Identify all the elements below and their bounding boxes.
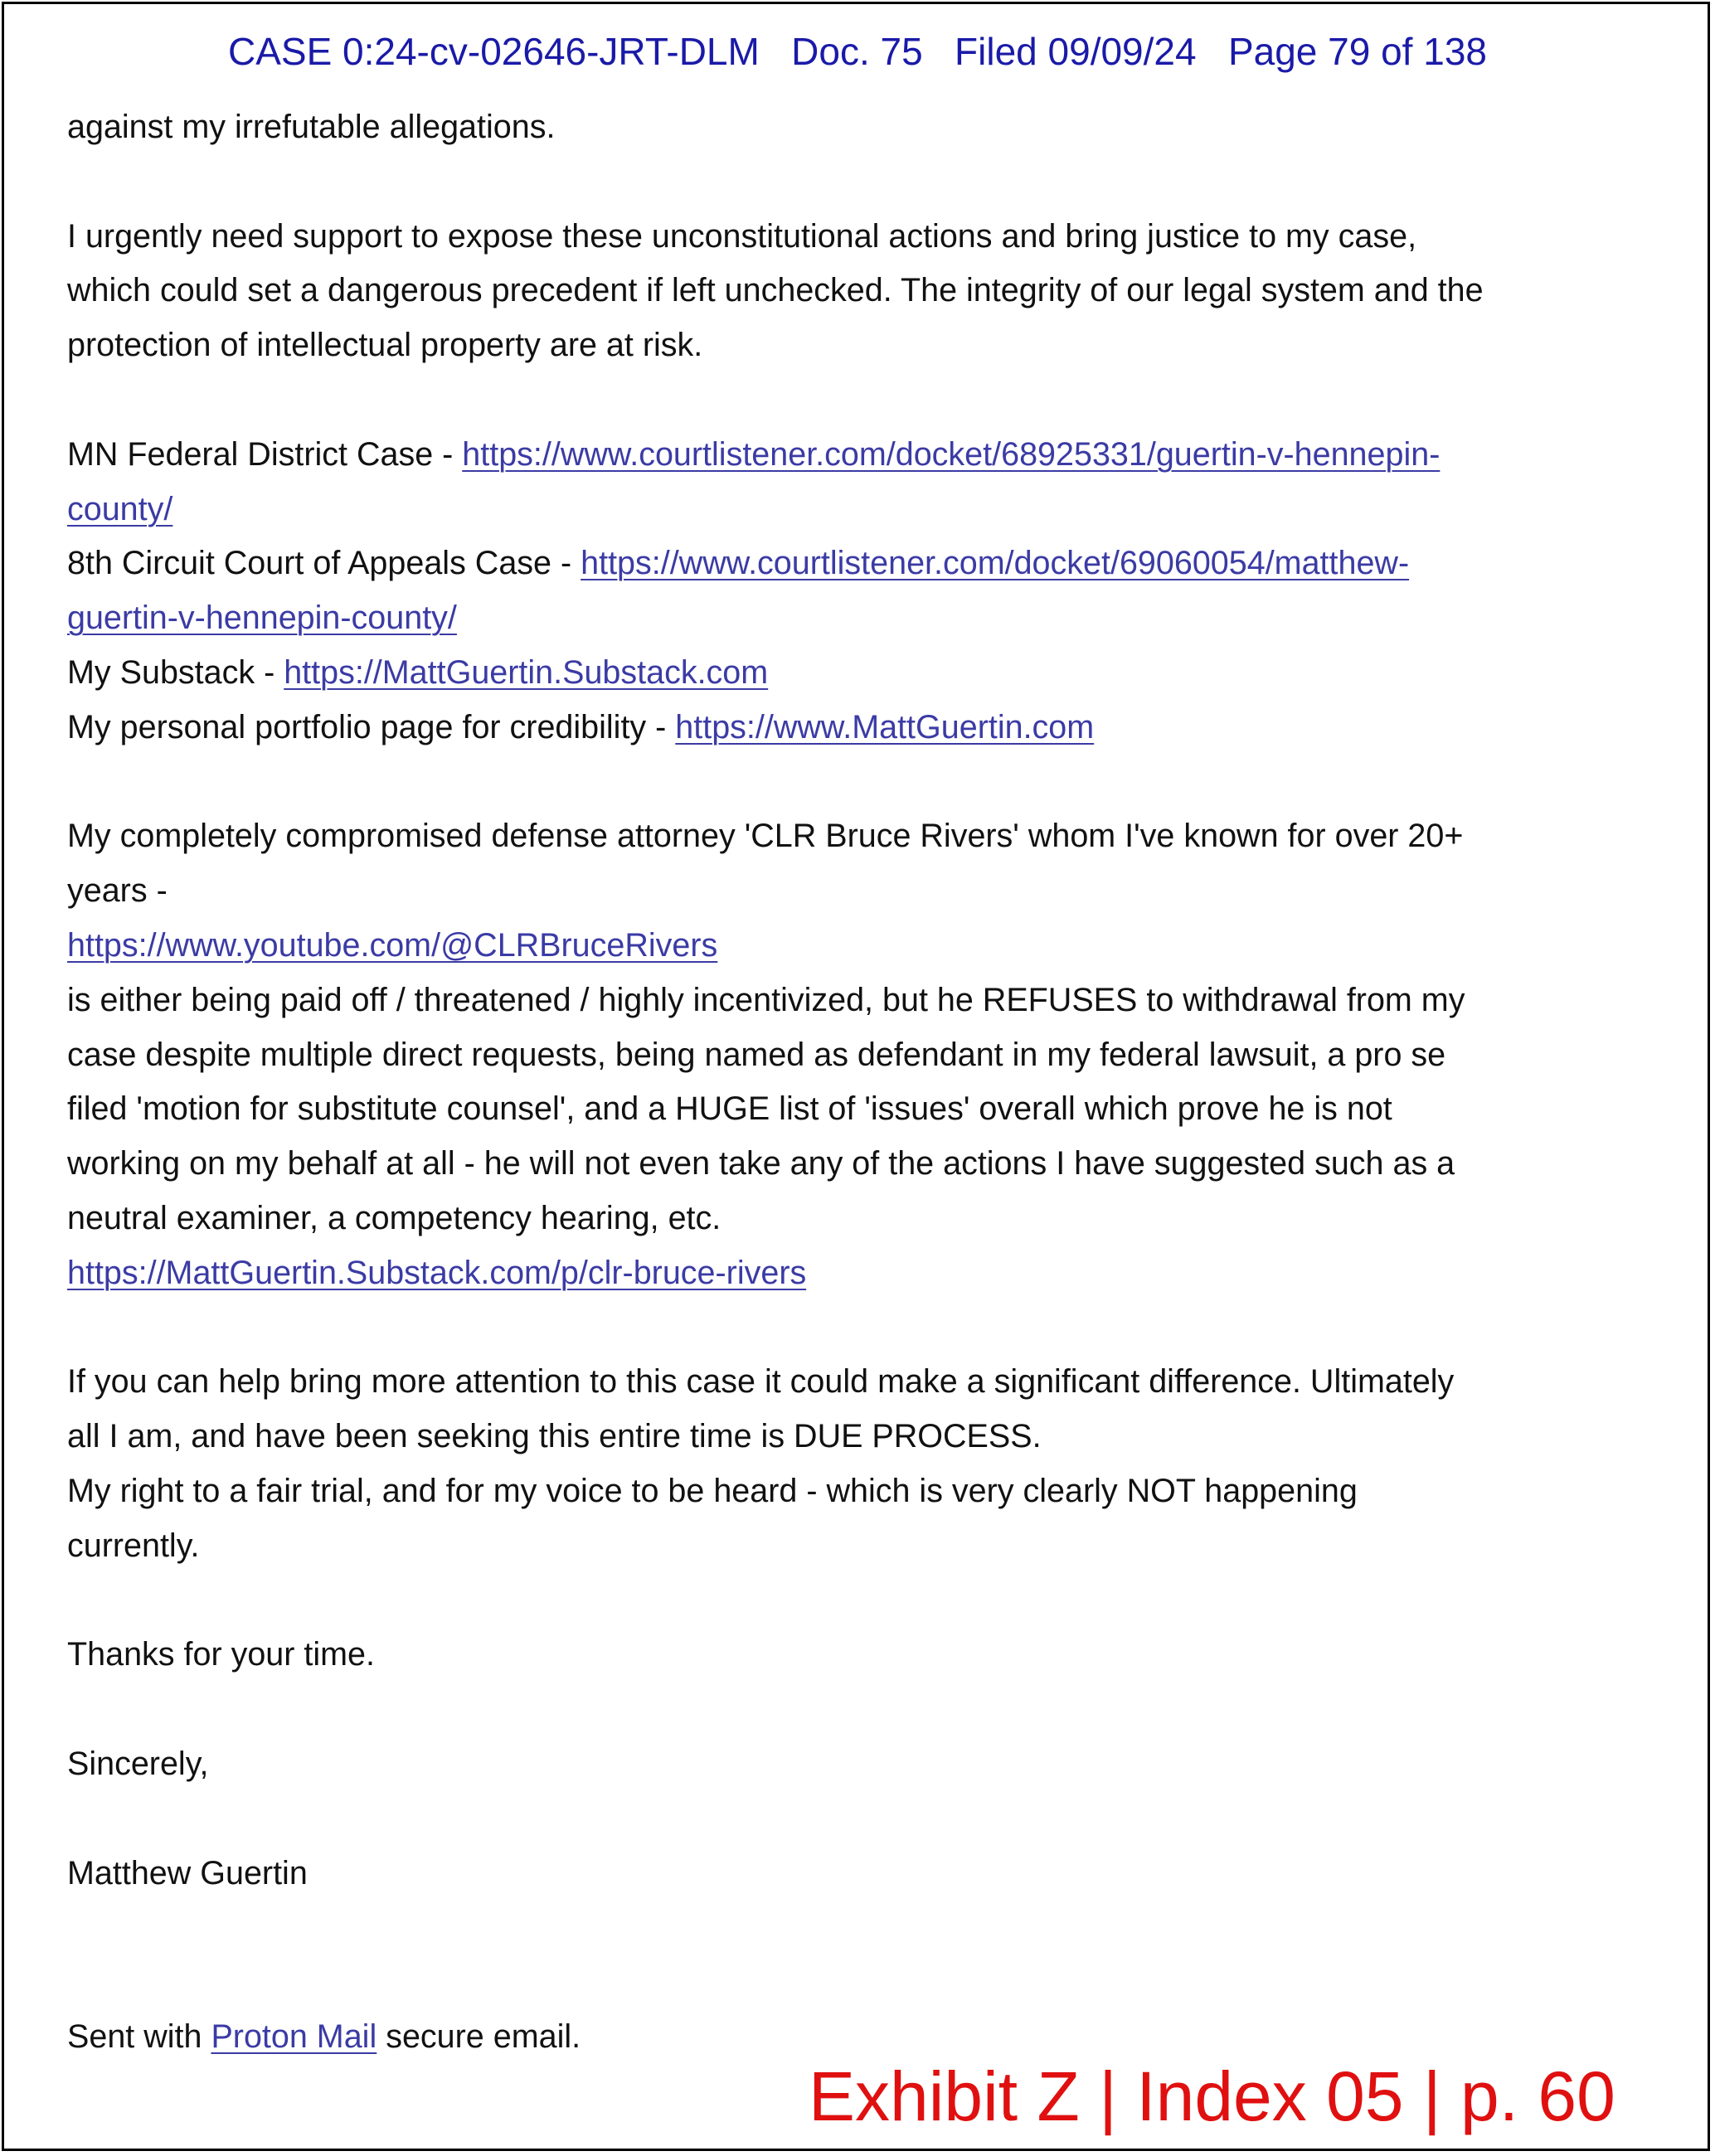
mn-case-line-cont bbox=[67, 483, 1659, 537]
portfolio-label: My personal portfolio page for credibility - bbox=[67, 708, 676, 745]
sincerely-line: Sincerely, bbox=[67, 1745, 209, 1782]
circuit-case-link[interactable]: https://www.courtlistener.com/docket/69060054/matthew- bbox=[581, 545, 1410, 582]
circuit-case-line-cont bbox=[67, 591, 1659, 646]
substack-post-link[interactable]: https://MattGuertin.Substack.com/p/clr-bruce-rivers bbox=[67, 1254, 807, 1291]
paragraph-line: years - bbox=[67, 872, 168, 910]
proton-mail-link[interactable]: Proton Mail bbox=[211, 2018, 377, 2055]
circuit-case-link-cont[interactable]: guertin-v-hennepin-county/ bbox=[67, 600, 457, 637]
doc-number: Doc. 75 bbox=[791, 30, 923, 73]
paragraph-line: neutral examiner, a competency hearing, etc. bbox=[67, 1199, 721, 1236]
spacer bbox=[67, 1301, 1659, 1356]
paragraph-line: working on my behalf at all - he will not even take any of the actions I have suggested such as a bbox=[67, 1145, 1455, 1182]
spacer bbox=[67, 373, 1659, 428]
paragraph-line: which could set a dangerous precedent if left unchecked. The integrity of our legal system and the bbox=[67, 272, 1484, 309]
spacer bbox=[67, 1683, 1659, 1737]
paragraph-line: currently. bbox=[67, 1527, 200, 1564]
circuit-case-line bbox=[67, 537, 1659, 591]
spacer bbox=[67, 1792, 1659, 1847]
substack-link[interactable]: https://MattGuertin.Substack.com bbox=[284, 653, 769, 691]
paragraph-line: I urgently need support to expose these unconstitutional actions and bring justice to my case, bbox=[67, 217, 1417, 255]
paragraph-line: against my irrefutable allegations. bbox=[67, 109, 556, 145]
youtube-link[interactable]: https://www.youtube.com/@CLRBruceRivers bbox=[67, 926, 718, 964]
paragraph-line: case despite multiple direct requests, being named as defendant in my federal lawsuit, a pro se bbox=[67, 1036, 1446, 1073]
substack-label: My Substack - bbox=[67, 653, 284, 691]
substack-line bbox=[67, 646, 1659, 701]
exhibit-stamp: Exhibit Z | Index 05 | p. 60 bbox=[809, 2057, 1615, 2135]
paragraph-line: filed 'motion for substitute counsel', and a HUGE list of 'issues' overall which prove he is not bbox=[67, 1090, 1392, 1128]
page-number: Page 79 of 138 bbox=[1227, 30, 1487, 73]
paragraph-line: My right to a fair trial, and for my voice to be heard - which is very clearly NOT happening bbox=[67, 1472, 1358, 1509]
paragraph-line: all I am, and have been seeking this entire time is DUE PROCESS. bbox=[67, 1418, 1042, 1455]
mn-case-label: MN Federal District Case - bbox=[67, 435, 463, 473]
substack-post-line bbox=[67, 1246, 1659, 1301]
signature-name: Matthew Guertin bbox=[67, 1854, 308, 1891]
paragraph-line: My completely compromised defense attorney 'CLR Bruce Rivers' whom I've known for over 20+ bbox=[67, 818, 1464, 855]
paragraph-line: protection of intellectual property are at risk. bbox=[67, 327, 703, 364]
mn-case-line bbox=[67, 428, 1659, 483]
youtube-line bbox=[67, 919, 1659, 974]
spacer bbox=[67, 1955, 1659, 2010]
mn-case-link[interactable]: https://www.courtlistener.com/docket/68925331/guertin-v-hennepin- bbox=[462, 435, 1441, 473]
portfolio-link[interactable]: https://www.MattGuertin.com bbox=[675, 708, 1095, 745]
spacer bbox=[67, 1574, 1659, 1629]
paragraph-line: If you can help bring more attention to this case it could make a significant difference. Ultimately bbox=[67, 1363, 1455, 1401]
sent-with-suffix: secure email. bbox=[377, 2018, 581, 2055]
portfolio-line bbox=[67, 701, 1659, 755]
spacer bbox=[67, 1901, 1659, 1955]
mn-case-link-cont[interactable]: county/ bbox=[67, 490, 173, 527]
filed-date: Filed 09/09/24 bbox=[955, 30, 1197, 73]
email-body bbox=[67, 100, 1659, 2065]
circuit-case-label: 8th Circuit Court of Appeals Case - bbox=[67, 545, 581, 582]
paragraph-line: is either being paid off / threatened / highly incentivized, but he REFUSES to withdrawal from my bbox=[67, 981, 1465, 1018]
spacer bbox=[67, 155, 1659, 210]
case-header bbox=[0, 25, 1715, 78]
case-number: CASE 0:24-cv-02646-JRT-DLM bbox=[227, 30, 760, 73]
thanks-line: Thanks for your time. bbox=[67, 1636, 375, 1673]
spacer bbox=[67, 755, 1659, 810]
sent-with-prefix: Sent with bbox=[67, 2018, 211, 2055]
